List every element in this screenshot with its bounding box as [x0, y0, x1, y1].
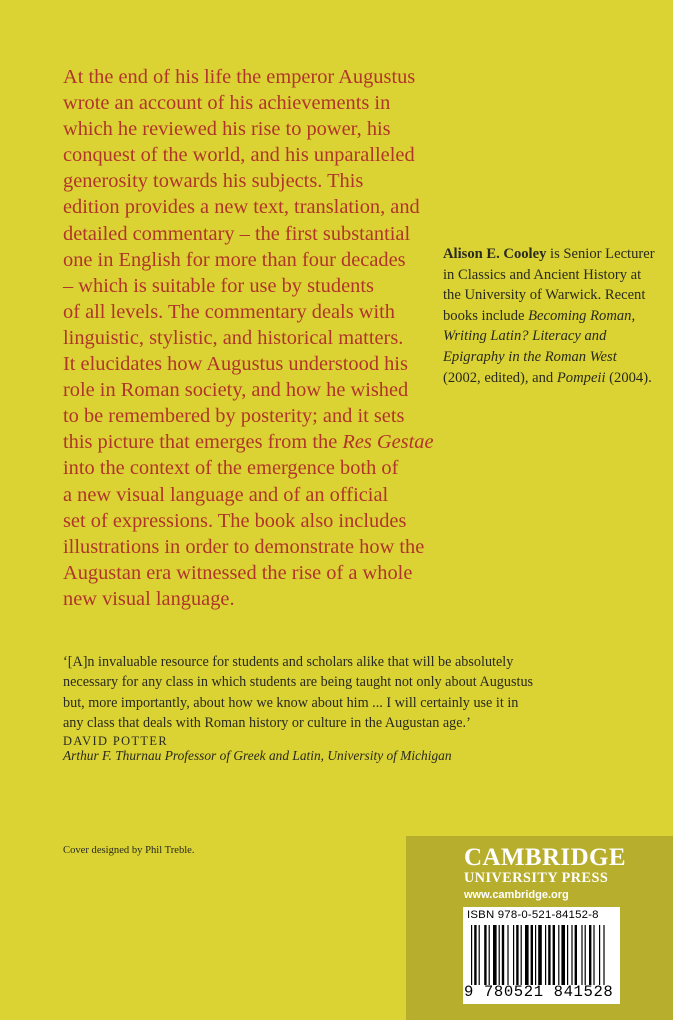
- publisher-url: www.cambridge.org: [464, 889, 569, 901]
- barcode-digits: 9 780521 841528: [464, 983, 614, 1001]
- blurb-line-text: this picture that emerges from the: [63, 431, 343, 454]
- res-gestae-title: Res Gestae: [342, 431, 434, 454]
- blurb-line: a new visual language and of an official: [63, 483, 389, 506]
- blurb-line: Augustan era witnessed the rise of a whole: [63, 561, 413, 584]
- bio-author-name: Alison E. Cooley: [443, 246, 547, 262]
- blurb-line: of all levels. The commentary deals with: [63, 300, 396, 323]
- publisher-panel: [406, 836, 673, 1020]
- blurb-line: new visual language.: [63, 587, 235, 610]
- blurb-line: detailed commentary – the first substantial: [63, 222, 411, 245]
- blurb-line: edition provides a new text, translation, and: [63, 196, 420, 219]
- blurb-line: to be remembered by posterity; and it sets: [63, 405, 405, 428]
- review-quote: [63, 652, 653, 734]
- cover-credit: Cover designed by Phil Treble.: [63, 845, 195, 856]
- bio-text: is Senior Lecturer in Classics and Ancient History at the University of Warwick. Recent books include: [443, 246, 655, 324]
- blurb-line: role in Roman society, and how he wished: [63, 379, 409, 402]
- bio-text: (2002, edited), and: [443, 369, 557, 386]
- book-blurb: [63, 64, 443, 612]
- bio-text: (2004).: [605, 369, 652, 386]
- isbn-text: ISBN 978-0-521-84152-8: [467, 909, 599, 921]
- author-bio: [443, 244, 658, 388]
- blurb-line: generosity towards his subjects. This: [63, 170, 364, 193]
- blurb-line: illustrations in order to demonstrate how the: [63, 535, 425, 558]
- publisher-subname: UNIVERSITY PRESS: [464, 870, 609, 886]
- blurb-line: – which is suitable for use by students: [63, 274, 374, 297]
- bio-book-title: Becoming Roman, Writing Latin? Literacy and Epigraphy in the Roman West: [443, 307, 636, 365]
- blurb-line: set of expressions. The book also includes: [63, 509, 407, 532]
- quote-line: ‘[A]n invaluable resource for students and scholars alike that will be absolutely: [63, 654, 514, 670]
- blurb-line: into the context of the emergence both of: [63, 457, 399, 480]
- blurb-line: which he reviewed his rise to power, his: [63, 118, 391, 141]
- blurb-line: [63, 429, 443, 455]
- quote-line: necessary for any class in which students are being taught not only about Augustus: [63, 674, 534, 691]
- barcode-label: [463, 907, 620, 1004]
- blurb-line: It elucidates how Augustus understood his: [63, 353, 408, 376]
- blurb-line: conquest of the world, and his unparalleled: [63, 144, 415, 167]
- review-author: DAVID POTTER: [63, 734, 169, 748]
- bio-book-title: Pompeii: [556, 369, 606, 386]
- publisher-name: CAMBRIDGE: [464, 844, 626, 871]
- blurb-line: linguistic, stylistic, and historical matters.: [63, 326, 404, 349]
- blurb-line: one in English for more than four decades: [63, 248, 406, 271]
- quote-line: any class that deals with Roman history or culture in the Augustan age.’: [63, 715, 471, 732]
- review-author-role: Arthur F. Thurnau Professor of Greek and Latin, University of Michigan: [63, 748, 452, 763]
- blurb-line: wrote an account of his achievements in: [63, 92, 391, 115]
- blurb-line: At the end of his life the emperor Augustus: [63, 66, 416, 88]
- barcode-bars: [471, 925, 617, 985]
- quote-line: but, more importantly, about how we know about him ... I will certainly use it in: [63, 694, 519, 711]
